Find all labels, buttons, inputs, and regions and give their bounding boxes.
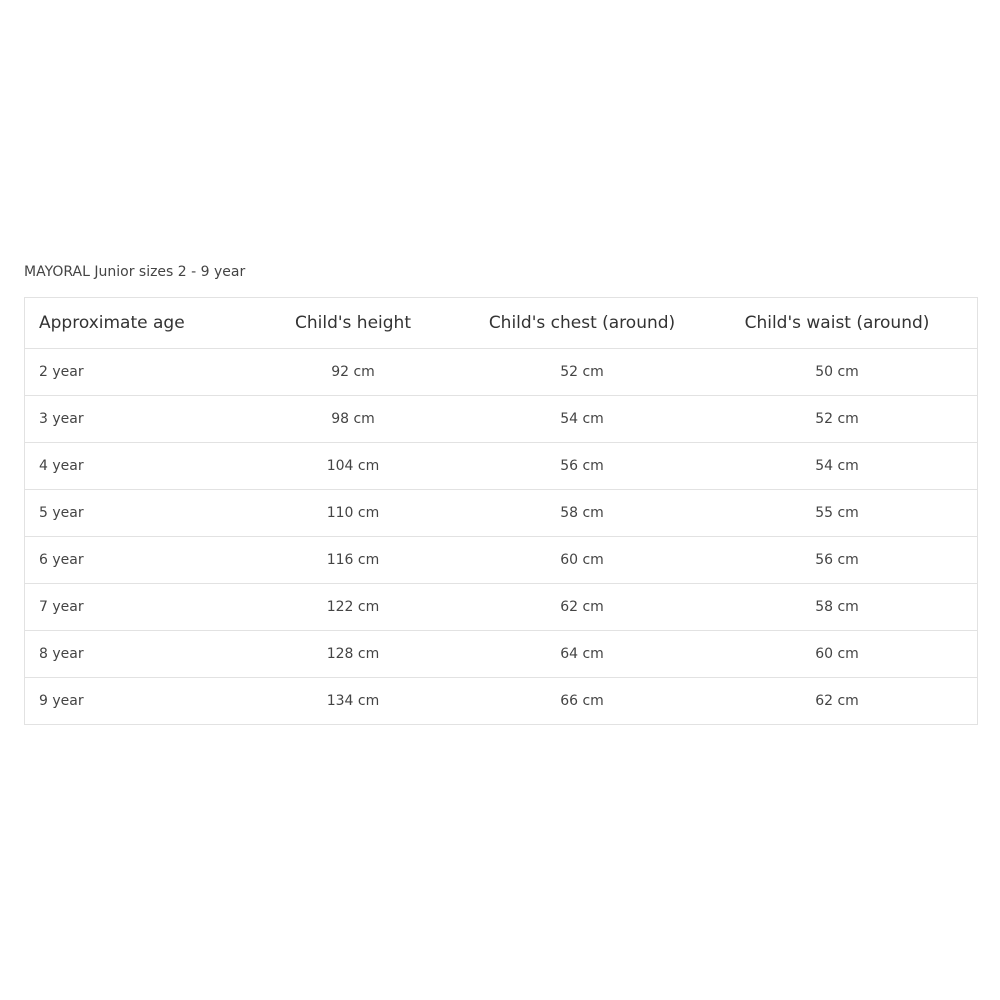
cell-chest: 62 cm [467, 584, 697, 631]
header-approximate-age: Approximate age [25, 298, 240, 349]
cell-waist: 52 cm [697, 396, 978, 443]
header-childs-waist: Child's waist (around) [697, 298, 978, 349]
cell-chest: 58 cm [467, 490, 697, 537]
table-row [25, 490, 978, 537]
cell-height: 110 cm [239, 490, 467, 537]
cell-chest: 66 cm [467, 678, 697, 725]
cell-height: 98 cm [239, 396, 467, 443]
cell-chest: 52 cm [467, 349, 697, 396]
cell-age: 4 year [25, 443, 240, 490]
size-chart-table [24, 297, 978, 725]
cell-age: 5 year [25, 490, 240, 537]
cell-waist: 58 cm [697, 584, 978, 631]
cell-waist: 50 cm [697, 349, 978, 396]
cell-height: 122 cm [239, 584, 467, 631]
cell-age: 8 year [25, 631, 240, 678]
table-row [25, 396, 978, 443]
cell-age: 9 year [25, 678, 240, 725]
cell-height: 134 cm [239, 678, 467, 725]
cell-waist: 54 cm [697, 443, 978, 490]
table-row [25, 678, 978, 725]
cell-chest: 54 cm [467, 396, 697, 443]
cell-age: 3 year [25, 396, 240, 443]
cell-height: 128 cm [239, 631, 467, 678]
cell-chest: 56 cm [467, 443, 697, 490]
table-header-row [25, 298, 978, 349]
cell-age: 2 year [25, 349, 240, 396]
cell-age: 6 year [25, 537, 240, 584]
size-chart-caption: MAYORAL Junior sizes 2 - 9 year [24, 264, 246, 280]
table-row [25, 631, 978, 678]
table-row [25, 443, 978, 490]
header-childs-height: Child's height [239, 298, 467, 349]
cell-chest: 60 cm [467, 537, 697, 584]
table-row [25, 349, 978, 396]
cell-height: 104 cm [239, 443, 467, 490]
cell-height: 116 cm [239, 537, 467, 584]
cell-height: 92 cm [239, 349, 467, 396]
cell-waist: 55 cm [697, 490, 978, 537]
header-childs-chest: Child's chest (around) [467, 298, 697, 349]
cell-waist: 62 cm [697, 678, 978, 725]
cell-waist: 56 cm [697, 537, 978, 584]
table-row [25, 537, 978, 584]
cell-chest: 64 cm [467, 631, 697, 678]
cell-waist: 60 cm [697, 631, 978, 678]
table-row [25, 584, 978, 631]
cell-age: 7 year [25, 584, 240, 631]
